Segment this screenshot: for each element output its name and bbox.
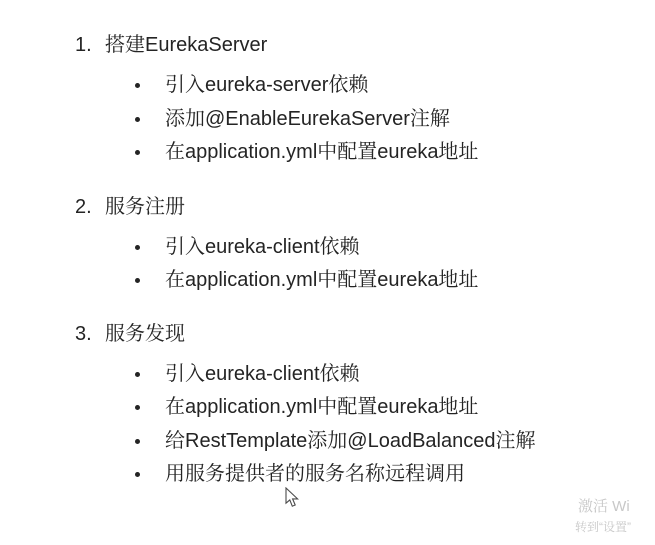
section-title-text: 服务注册 — [105, 195, 185, 218]
bullet-list — [75, 231, 535, 298]
bullet-dot-icon — [75, 439, 165, 444]
list-item-text: 引入eureka-client依赖 — [165, 362, 360, 385]
section-number: 1. — [75, 34, 92, 56]
list-item — [75, 358, 535, 392]
bullet-dot-icon — [75, 372, 165, 377]
section-heading — [75, 320, 535, 348]
bullet-dot-icon — [75, 472, 165, 477]
list-item-text: 添加@EnableEurekaServer注解 — [165, 107, 450, 130]
bullet-dot-icon — [75, 117, 165, 122]
section-service-register — [75, 193, 535, 298]
section-heading — [75, 193, 535, 221]
section-title-text: 搭建EurekaServer — [105, 34, 268, 56]
arrow-cursor-icon — [285, 487, 299, 508]
bullet-dot-icon — [75, 278, 165, 283]
list-item — [75, 231, 535, 265]
list-item-text: 引入eureka-server依赖 — [165, 74, 369, 96]
list-item — [75, 391, 535, 425]
list-item-text: 用服务提供者的服务名称远程调用 — [165, 463, 465, 485]
section-number: 3. — [75, 322, 92, 345]
list-item — [75, 69, 535, 103]
bullet-dot-icon — [75, 83, 165, 88]
list-item — [75, 264, 535, 298]
bullet-dot-icon — [75, 405, 165, 410]
outline-list — [75, 31, 535, 492]
section-number: 2. — [75, 195, 92, 218]
list-item-text: 在application.yml中配置eureka地址 — [165, 396, 479, 418]
list-item-text: 给RestTemplate添加@LoadBalanced注解 — [165, 429, 536, 452]
list-item-text: 引入eureka-client依赖 — [165, 235, 360, 258]
windows-activation-watermark — [575, 498, 631, 535]
list-item-text: 在application.yml中配置eureka地址 — [165, 269, 479, 291]
list-item — [75, 136, 535, 170]
bullet-dot-icon — [75, 150, 165, 155]
section-heading — [75, 31, 535, 59]
bullet-list — [75, 358, 535, 492]
list-item — [75, 103, 535, 137]
list-item-text: 在application.yml中配置eureka地址 — [165, 141, 479, 163]
watermark-subtitle: 转到“设置” — [575, 520, 631, 534]
bullet-dot-icon — [75, 245, 165, 250]
watermark-title: 激活 Wi — [578, 498, 630, 515]
bullet-list — [75, 69, 535, 170]
section-title-text: 服务发现 — [105, 322, 185, 345]
section-service-discovery — [75, 320, 535, 492]
section-build-eureka-server — [75, 31, 535, 170]
list-item — [75, 458, 535, 492]
list-item — [75, 425, 535, 459]
